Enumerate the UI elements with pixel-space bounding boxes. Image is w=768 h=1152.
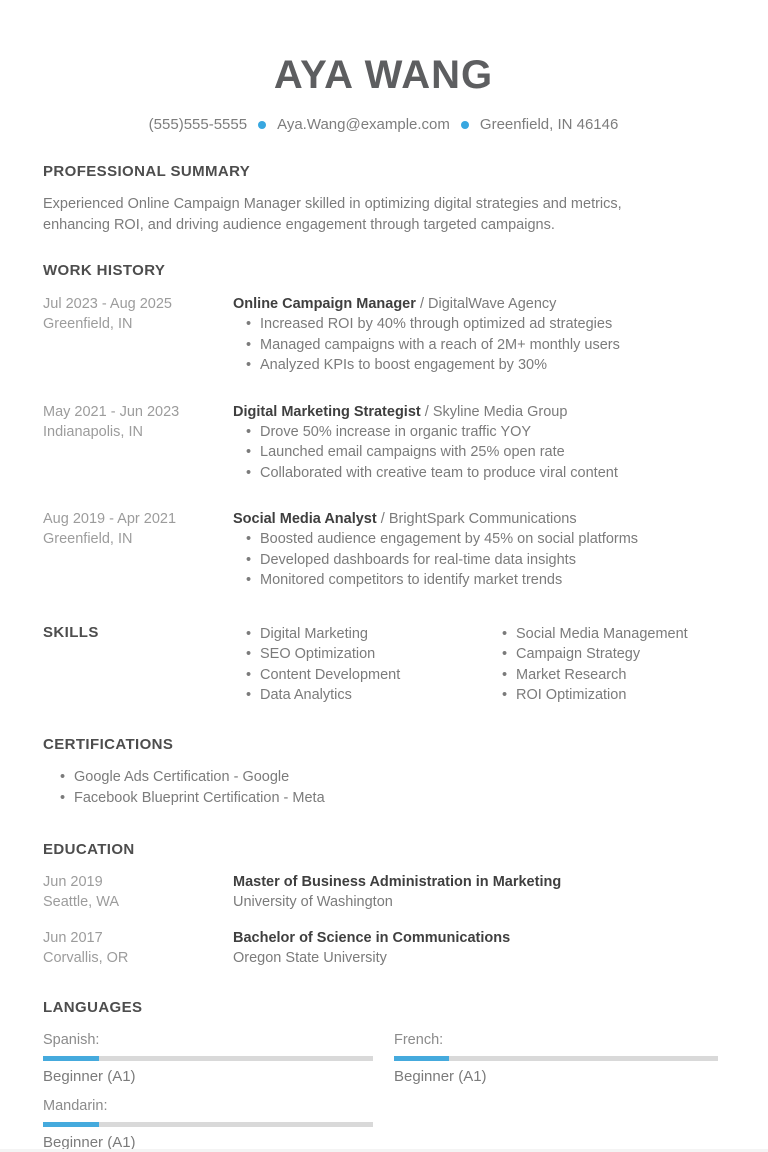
education-location: Corvallis, OR <box>43 949 129 966</box>
skill-item: • Digital Marketing <box>233 624 489 645</box>
section-professional-summary <box>43 163 724 235</box>
language-proficiency-bar <box>43 1122 373 1127</box>
certification-item: • Facebook Blueprint Certification - Meta <box>43 788 724 810</box>
job-title-line <box>233 402 724 422</box>
job-dates: Jul 2023 - Aug 2025 <box>43 296 172 312</box>
job-bullets <box>233 529 724 591</box>
education-heading: EDUCATION <box>43 840 135 858</box>
job-dates-location <box>43 509 233 591</box>
contact-line <box>43 116 724 133</box>
education-entry <box>43 872 724 913</box>
language-proficiency-fill <box>394 1056 449 1061</box>
language-level: Beginner (A1) <box>394 1067 487 1085</box>
language-proficiency-bar <box>43 1056 373 1061</box>
education-date-location <box>43 928 233 969</box>
job-dates-location <box>43 402 233 484</box>
skill-item: • Campaign Strategy <box>489 644 724 665</box>
job-bullet: • Managed campaigns with a reach of 2M+ monthly users <box>233 335 724 356</box>
contact-email: Aya.Wang@example.com <box>277 116 450 133</box>
skills-column-1 <box>233 624 489 706</box>
skills-heading: SKILLS <box>43 623 99 641</box>
job-company: DigitalWave Agency <box>428 296 557 312</box>
contact-phone: (555)555-5555 <box>148 116 248 133</box>
job-details <box>233 509 724 591</box>
section-work-history <box>43 262 724 591</box>
job-dates-location <box>43 294 233 376</box>
language-name: Mandarin: <box>43 1097 108 1114</box>
job-bullet: • Drove 50% increase in organic traffic YOY <box>233 422 724 443</box>
job-entry <box>43 509 724 591</box>
language-proficiency-bar <box>394 1056 718 1061</box>
education-date-location <box>43 872 233 913</box>
certifications-heading: CERTIFICATIONS <box>43 735 174 753</box>
title-separator: / <box>419 296 424 312</box>
job-bullets <box>233 422 724 484</box>
skills-grid <box>43 624 724 706</box>
job-title: Digital Marketing Strategist <box>233 403 421 420</box>
language-name: Spanish: <box>43 1031 100 1048</box>
job-bullet: • Analyzed KPIs to boost engagement by 30% <box>233 355 724 376</box>
summary-text: Experienced Online Campaign Manager skilled in optimizing digital strategies and metrics, enhancing ROI, and driving audience engagement through targeted campaigns. <box>43 196 622 233</box>
skill-item: • ROI Optimization <box>489 685 724 706</box>
skill-item: • Social Media Management <box>489 624 724 645</box>
language-item <box>394 1031 718 1086</box>
skill-item: • Data Analytics <box>233 685 489 706</box>
job-bullet: • Boosted audience engagement by 45% on social platforms <box>233 529 724 550</box>
section-skills <box>43 624 724 706</box>
skills-column-2 <box>489 624 724 706</box>
job-bullet: • Collaborated with creative team to produce viral content <box>233 463 724 484</box>
title-separator: / <box>380 511 385 527</box>
job-title-line <box>233 509 724 529</box>
education-details <box>233 872 724 913</box>
section-certifications <box>43 736 724 810</box>
section-languages <box>43 999 724 1152</box>
education-location: Seattle, WA <box>43 893 120 910</box>
job-bullet: • Increased ROI by 40% through optimized ad strategies <box>233 314 724 335</box>
job-title: Online Campaign Manager <box>233 296 416 312</box>
skill-item: • Market Research <box>489 665 724 686</box>
section-education <box>43 841 724 969</box>
languages-heading: LANGUAGES <box>43 998 143 1016</box>
language-name: French: <box>394 1031 444 1048</box>
language-level: Beginner (A1) <box>43 1133 136 1151</box>
language-item <box>43 1097 373 1152</box>
education-school: Oregon State University <box>233 950 387 966</box>
job-company: BrightSpark Communications <box>388 511 577 527</box>
skill-item: • Content Development <box>233 665 489 686</box>
language-proficiency-fill <box>43 1122 99 1127</box>
job-location: Greenfield, IN <box>43 316 133 332</box>
job-title-line <box>233 294 724 314</box>
education-school: University of Washington <box>233 894 393 910</box>
summary-heading: PROFESSIONAL SUMMARY <box>43 163 251 180</box>
skill-item: • SEO Optimization <box>233 644 489 665</box>
certification-item: • Google Ads Certification - Google <box>43 767 724 789</box>
education-degree: Master of Business Administration in Marketing <box>233 873 562 890</box>
education-entry <box>43 928 724 969</box>
job-bullet: • Monitored competitors to identify market trends <box>233 570 724 591</box>
education-degree: Bachelor of Science in Communications <box>233 929 511 946</box>
job-details <box>233 294 724 376</box>
education-details <box>233 928 724 969</box>
job-location: Indianapolis, IN <box>43 423 143 440</box>
education-date: Jun 2017 <box>43 929 103 946</box>
job-bullet: • Launched email campaigns with 25% open rate <box>233 442 724 463</box>
job-entry <box>43 294 724 376</box>
language-item <box>43 1031 373 1086</box>
job-details <box>233 402 724 484</box>
separator-dot-icon <box>461 121 469 129</box>
contact-location: Greenfield, IN 46146 <box>479 116 619 133</box>
job-entry <box>43 402 724 484</box>
languages-grid <box>43 1031 724 1152</box>
job-bullets <box>233 314 724 376</box>
job-company: Skyline Media Group <box>432 403 568 420</box>
separator-dot-icon <box>258 121 266 129</box>
job-dates: May 2021 - Jun 2023 <box>43 403 180 420</box>
job-dates: Aug 2019 - Apr 2021 <box>43 511 177 527</box>
job-title: Social Media Analyst <box>233 511 377 527</box>
job-bullet: • Developed dashboards for real-time data insights <box>233 550 724 571</box>
certifications-list <box>43 767 724 810</box>
candidate-name: AYA WANG <box>273 53 494 97</box>
job-location: Greenfield, IN <box>43 531 133 547</box>
language-proficiency-fill <box>43 1056 99 1061</box>
education-date: Jun 2019 <box>43 873 103 890</box>
work-history-heading: WORK HISTORY <box>43 262 166 279</box>
language-level: Beginner (A1) <box>43 1067 136 1085</box>
title-separator: / <box>424 403 429 420</box>
